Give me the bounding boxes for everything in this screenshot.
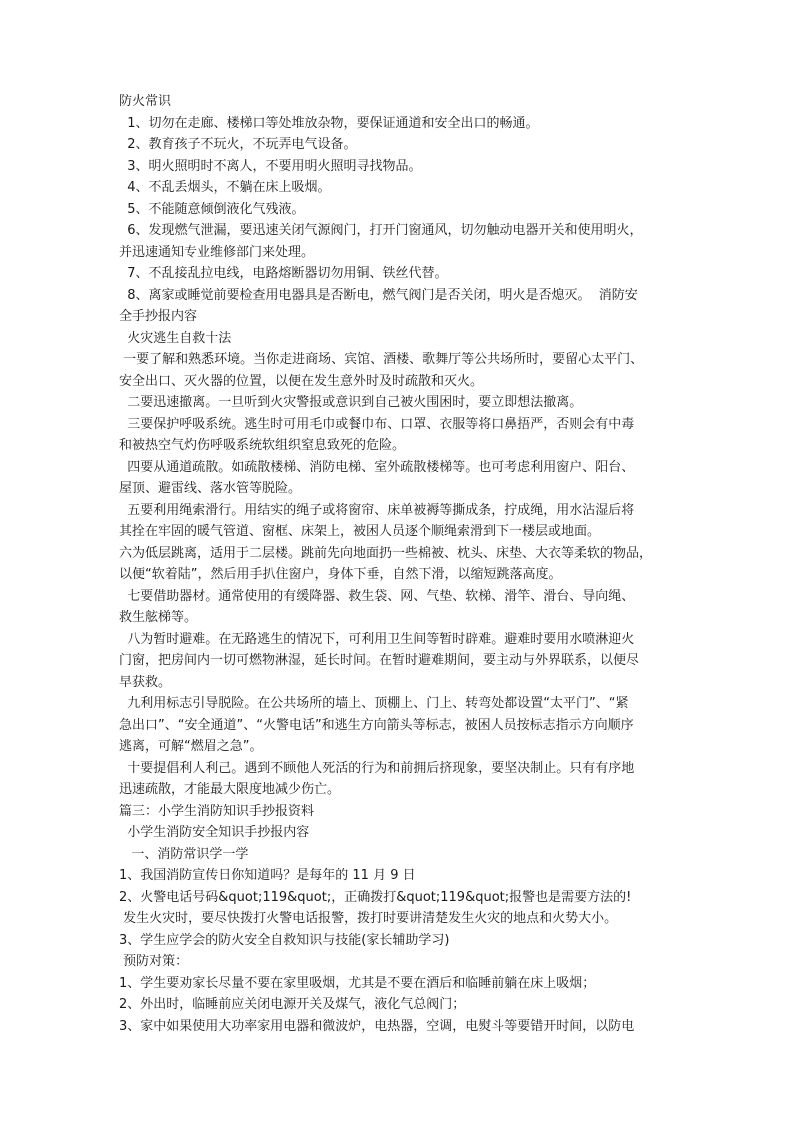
text-line: 二要迅速撤离。一旦听到火灾警报或意识到自己被火围困时，要立即想法撤离。 (119, 395, 583, 410)
text-line: 发生火灾时，要尽快拨打火警电话报警，拨打时要讲清楚发生火灾的地点和火势大小。 (119, 911, 618, 926)
heading-fire-knowledge: 防火常识 (119, 94, 172, 109)
text-line: 早获救。 (119, 674, 172, 690)
text-line: 十要提倡利人利己。遇到不顾他人死活的行为和前拥后挤现象，要坚决制止。只有有序地 (119, 760, 635, 776)
subheading-prevention: 预防对策： (119, 954, 189, 969)
text-line: 2、外出时，临睡前应关闭电源开关及煤气，液化气总阀门； (119, 997, 466, 1012)
text-line: 七要借助器材。通常使用的有缓降器、救生袋、网、气垫、软梯、滑竿、滑台、导向绳、 (119, 588, 635, 604)
text-line: 2、教育孩子不玩火，不玩弄电气设备。 (119, 137, 357, 152)
text-line: 门窗，把房间内一切可燃物淋湿，延长时间。在暂时避难期间，要主动与外界联系，以便尽 (119, 653, 640, 668)
text-line: 逃离，可解“燃眉之急”。 (119, 739, 263, 754)
text-line: 4、不乱丢烟头，不躺在床上吸烟。 (119, 180, 331, 195)
text-line: 7、不乱接乱拉电线，电路熔断器切勿用铜、铁丝代替。 (119, 266, 448, 281)
subheading-fire-knowledge: 一、消防常识学一学 (119, 846, 249, 862)
text-line: 救生舷梯等。 (119, 610, 198, 625)
text-line: 以便“软着陆”，然后用手扒住窗户，身体下垂，自然下滑，以缩短跳落高度。 (119, 567, 562, 582)
text-line: 3、明火照明时不离人，不要用明火照明寻找物品。 (119, 158, 422, 174)
text-line: 迅速疏散，才能最大限度地减少伤亡。 (119, 782, 341, 797)
text-line: 八为暂时避难。在无路逃生的情况下，可利用卫生间等暂时辟难。避难时要用水喷淋迎火 (119, 631, 635, 647)
text-line: 6、发现燃气泄漏，要迅速关闭气源阀门，打开门窗通风，切勿触动电器开关和使用明火， (119, 223, 643, 238)
text-line: 1、学生要劝家长尽量不要在家里吸烟，尤其是不要在酒后和临睡前躺在床上吸烟； (119, 975, 596, 991)
text-line: 2、火警电话号码&quot;119&quot;，正确拨打&quot;119&quot;报警也是需要方法的! (119, 889, 632, 905)
text-line: 急出口”、“安全通道”、“火警电话”和逃生方向箭头等标志，被困人员按标志指示方向顺序 (119, 717, 634, 733)
text-line: 四要从通道疏散。如疏散楼梯、消防电梯、室外疏散楼梯等。也可考虑利用窗户、阳台、 (119, 459, 635, 475)
text-line: 1、切勿在走廊、楼梯口等处堆放杂物，要保证通道和安全出口的畅通。 (119, 115, 539, 131)
text-line: 全手抄报内容 (119, 309, 198, 324)
text-line: 三要保护呼吸系统。逃生时可用毛巾或餐巾布、口罩、衣服等将口鼻捂严，否则会有中毒 (119, 416, 635, 432)
text-line: 五要利用绳索滑行。用结实的绳子或将窗帘、床单被褥等撕成条，拧成绳，用水沾湿后将 (119, 502, 635, 518)
text-line: 其拴在牢固的暖气管道、窗框、床架上，被困人员逐个顺绳索滑到下一楼层或地面。 (119, 524, 601, 539)
text-line: 六为低层跳离，适用于二层楼。跳前先向地面扔一些棉被、枕头、床垫、大衣等柔软的物品， (119, 545, 653, 561)
text-line: 并迅速通知专业维修部门来处理。 (119, 244, 315, 260)
document-body (119, 91, 679, 1037)
text-line: 九利用标志引导脱险。在公共场所的墙上、顶棚上、门上、转弯处都设置“太平门”、“紧 (119, 696, 629, 711)
text-line: 屋顶、避雷线、落水管等脱险。 (119, 481, 302, 496)
text-line: 8、离家或睡觉前要检查用电器具是否断电，燃气阀门是否关闭，明火是否熄灭。 消防安 (119, 287, 638, 303)
subheading-handout-content: 小学生消防安全知识手抄报内容 (119, 825, 310, 840)
text-line: 3、学生应学会的防火安全自救知识与技能(家长辅助学习) (119, 932, 450, 948)
heading-escape-methods: 火灾逃生自救十法 (119, 330, 232, 346)
text-line: 和被热空气灼伤呼吸系统软组织窒息致死的危险。 (119, 438, 406, 453)
text-line: 一要了解和熟悉环境。当你走进商场、宾馆、酒楼、歌舞厅等公共场所时，要留心太平门、 (119, 352, 644, 367)
text-line: 安全出口、灭火器的位置，以便在发生意外时及时疏散和灭火。 (119, 373, 484, 389)
text-line: 1、我国消防宣传日你知道吗？是每年的 11 月 9 日 (119, 868, 416, 883)
section-heading-part-three: 篇三：小学生消防知识手抄报资料 (119, 803, 315, 819)
text-line: 5、不能随意倾倒液化气残液。 (119, 201, 305, 217)
text-line: 3、家中如果使用大功率家用电器和微波炉，电热器，空调，电熨斗等要错开时间，以防电 (119, 1018, 635, 1034)
